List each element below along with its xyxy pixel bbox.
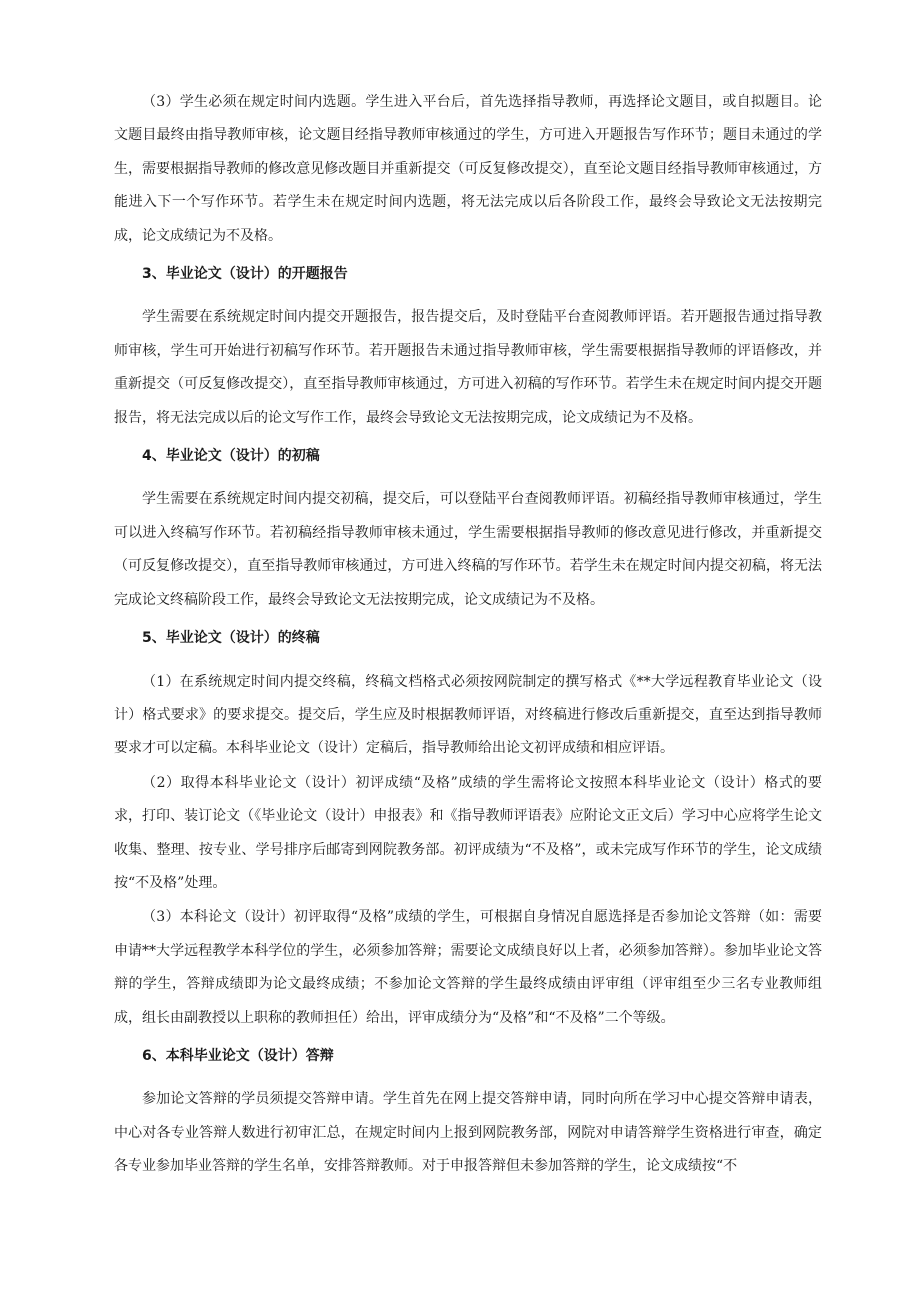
section-heading-final-draft: 5、毕业论文（设计）的终稿 [142, 630, 320, 647]
paragraph-opening-report: 学生需要在系统规定时间内提交开题报告，报告提交后，及时登陆平台查阅教师评语。若开题报告通过指导教师审核，学生可开始进行初稿写作环节。若开题报告未通过指导教师审核，学生需要根据指导教师的评语修改，并重新提交（可反复修改提交），直至指导教师审核通过，方可进入初稿的写作环节。若学生未在规定时间内提交开题报告，将无法完成以后的论文写作工作，最终会导致论文无法按期完成，论文成绩记为不及格。 [114, 309, 822, 426]
section-heading-opening-report: 3、毕业论文（设计）的开题报告 [142, 266, 348, 283]
paragraph-final-draft-item-1: （1）在系统规定时间内提交终稿，终稿文档格式必须按网院制定的撰写格式《**大学远程教育毕业论文（设计）格式要求》的要求提交。提交后，学生应及时根据教师评语，对终稿进行修改后重新提交，直至达到指导教师要求才可以定稿。本科毕业论文（设计）定稿后，指导教师给出论文初评成绩和相应评语。 [114, 673, 822, 757]
paragraph-topic-selection-rule-3: （3）学生必须在规定时间内选题。学生进入平台后，首先选择指导教师，再选择论文题目，或自拟题目。论文题目最终由指导教师审核，论文题目经指导教师审核通过的学生，方可进入开题报告写作环节；题目未通过的学生，需要根据指导教师的修改意见修改题目并重新提交（可反复修改提交），直至论文题目经指导教师审核通过，方能进入下一个写作环节。若学生未在规定时间内选题，将无法完成以后各阶段工作，最终会导致论文无法按期完成，论文成绩记为不及格。 [114, 94, 822, 244]
section-heading-first-draft: 4、毕业论文（设计）的初稿 [142, 448, 320, 465]
paragraph-final-draft-item-2: （2）取得本科毕业论文（设计）初评成绩“及格”成绩的学生需将论文按照本科毕业论文（设计）格式的要求，打印、装订论文（《毕业论文（设计）申报表》和《指导教师评语表》应附论文正文后）学习中心应将学生论文收集、整理、按专业、学号排序后邮寄到网院教务部。初评成绩为“不及格”，或未完成写作环节的学生，论文成绩按“不及格”处理。 [114, 774, 822, 891]
document-page [114, 86, 822, 1189]
paragraph-defense-application: 参加论文答辩的学员须提交答辩申请。学生首先在网上提交答辩申请，同时向所在学习中心提交答辩申请表，中心对各专业答辩人数进行初审汇总，在规定时间内上报到网院教务部，网院对申请答辩学生资格进行审查，确定各专业参加毕业答辩的学生名单，安排答辩教师。对于申报答辩但未参加答辩的学生，论文成绩按“不 [114, 1091, 822, 1175]
paragraph-final-draft-item-3: （3）本科论文（设计）初评取得“及格”成绩的学生，可根据自身情况自愿选择是否参加论文答辩（如：需要申请**大学远程教学本科学位的学生，必须参加答辩；需要论文成绩良好以上者，必须参加答辩）。参加毕业论文答辩的学生，答辩成绩即为论文最终成绩；不参加论文答辩的学生最终成绩由评审组（评审组至少三名专业教师组成，组长由副教授以上职称的教师担任）给出，评审成绩分为“及格”和“不及格”二个等级。 [114, 909, 822, 1026]
paragraph-first-draft: 学生需要在系统规定时间内提交初稿，提交后，可以登陆平台查阅教师评语。初稿经指导教师审核通过，学生可以进入终稿写作环节。若初稿经指导教师审核未通过，学生需要根据指导教师的修改意见进行修改，并重新提交（可反复修改提交），直至指导教师审核通过，方可进入终稿的写作环节。若学生未在规定时间内提交初稿，将无法完成论文终稿阶段工作，最终会导致论文无法按期完成，论文成绩记为不及格。 [114, 491, 822, 608]
section-heading-defense: 6、本科毕业论文（设计）答辩 [142, 1047, 334, 1064]
